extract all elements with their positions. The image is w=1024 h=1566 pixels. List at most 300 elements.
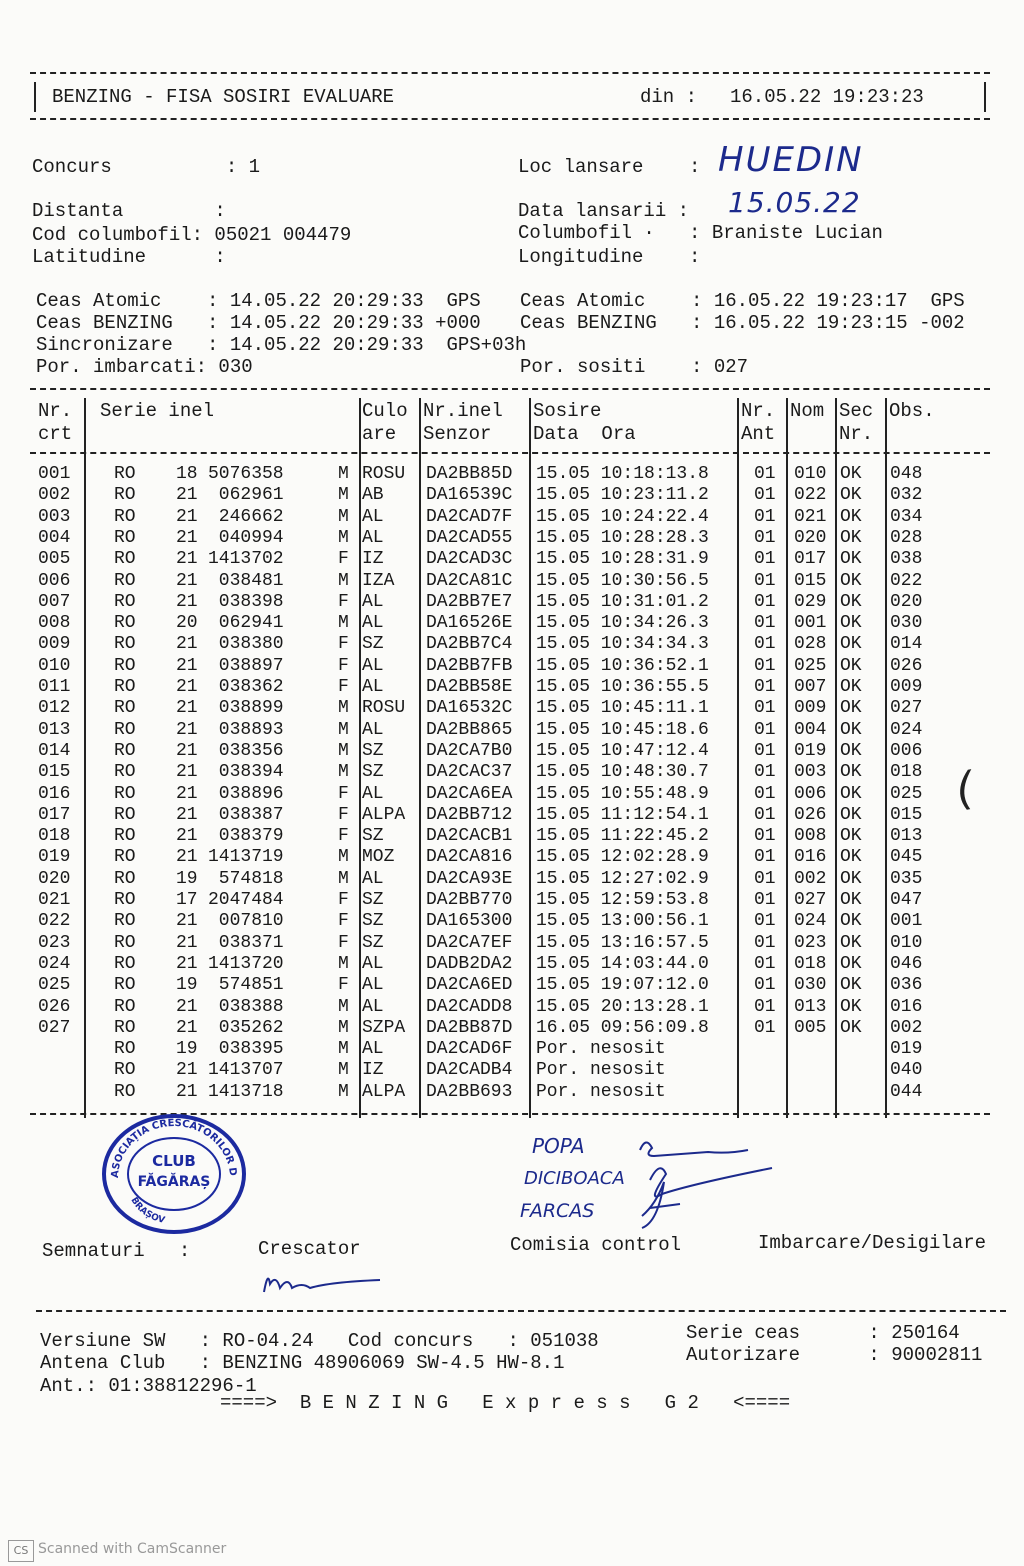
row-ring: 062941 <box>208 613 284 634</box>
sincronizare-line: Sincronizare : 14.05.22 20:29:33 GPS+03h <box>36 334 527 356</box>
row-year: 19 <box>176 868 198 889</box>
row-ant: 01 <box>754 932 776 953</box>
row-sec: OK <box>840 655 862 676</box>
row-nom: 025 <box>794 655 827 676</box>
row-country: RO <box>114 1017 136 1038</box>
row-color: ALPA <box>362 1081 406 1102</box>
data-lansarii-line: Data lansarii : <box>518 200 690 222</box>
row-nr: 020 <box>38 868 71 889</box>
row-ant: 01 <box>754 719 776 740</box>
table-row <box>38 656 998 677</box>
row-arrival: 15.05 10:34:34.3 <box>536 634 709 655</box>
row-nr: 002 <box>38 485 71 506</box>
hdr-culo: Culo <box>362 400 408 422</box>
loc-lansare-line: Loc lansare : <box>518 156 701 178</box>
row-obs: 018 <box>890 762 923 783</box>
row-sex: F <box>338 890 349 910</box>
row-nom: 030 <box>794 975 827 996</box>
row-ant: 01 <box>754 996 776 1017</box>
row-ring: 246662 <box>208 506 284 527</box>
row-sex: M <box>338 996 349 1017</box>
row-ant: 01 <box>754 890 776 910</box>
row-color: IZ <box>362 1060 384 1081</box>
row-nom: 016 <box>794 847 827 868</box>
table-row <box>38 1018 998 1039</box>
row-arrival: Por. nesosit <box>536 1081 666 1102</box>
hdr-nom: Nom <box>790 400 825 422</box>
row-country: RO <box>114 485 136 506</box>
row-sex: F <box>338 634 349 655</box>
table-row <box>38 464 998 485</box>
row-arrival: 15.05 11:12:54.1 <box>536 804 709 825</box>
row-sensor: DA2BB7FB <box>426 655 513 676</box>
semnaturi-label: Semnaturi : <box>42 1240 191 1262</box>
row-year: 21 <box>176 698 198 719</box>
row-obs: 019 <box>890 1039 923 1060</box>
por-imbarcati-line: Por. imbarcati: 030 <box>36 356 253 378</box>
row-obs: 009 <box>890 677 923 697</box>
row-sensor: DA2BB712 <box>426 804 513 825</box>
row-ring: 038362 <box>208 677 284 697</box>
row-nr: 008 <box>38 613 71 634</box>
row-ring: 1413707 <box>208 1060 284 1081</box>
row-year: 21 <box>176 932 198 953</box>
row-ring: 1413720 <box>208 953 284 974</box>
row-nom: 007 <box>794 677 827 697</box>
row-sensor: DA2CA93E <box>426 868 513 889</box>
stamp-fagaras: FĂGĂRAȘ <box>137 1174 211 1190</box>
row-ring: 038379 <box>208 826 284 847</box>
row-ant: 01 <box>754 953 776 974</box>
comisia-label: Comisia control <box>510 1234 682 1256</box>
stamp-club: CLUB <box>152 1152 196 1170</box>
handwritten-data-lansarii: 15.05.22 <box>728 186 861 219</box>
row-country: RO <box>114 655 136 676</box>
concurs-line: Concurs : 1 <box>32 156 261 178</box>
row-obs: 015 <box>890 804 923 825</box>
row-ring: 038481 <box>208 570 284 591</box>
benzing-express-banner: ====> B E N Z I N G E x p r e s s G 2 <==== <box>220 1392 791 1414</box>
row-ant: 01 <box>754 527 776 548</box>
row-ring: 007810 <box>208 911 284 932</box>
row-year: 21 <box>176 826 198 847</box>
row-ant: 01 <box>754 464 776 484</box>
row-sex: M <box>338 847 349 868</box>
row-country: RO <box>114 804 136 825</box>
row-sensor: DA2CAD3C <box>426 549 513 570</box>
row-color: ALPA <box>362 804 406 825</box>
row-sensor: DA2CACB1 <box>426 826 513 847</box>
stamp-brasov: BRAȘOV <box>128 1195 166 1226</box>
row-sec: OK <box>840 953 862 974</box>
row-year: 21 <box>176 655 198 676</box>
row-ring: 062961 <box>208 485 284 506</box>
row-ant: 01 <box>754 911 776 932</box>
row-year: 21 <box>176 847 198 868</box>
camscanner-logo: CS <box>8 1540 34 1562</box>
row-country: RO <box>114 591 136 612</box>
row-sec: OK <box>840 1017 862 1038</box>
row-color: SZ <box>362 890 384 910</box>
table-row <box>38 528 998 549</box>
row-arrival: 15.05 10:48:30.7 <box>536 762 709 783</box>
row-sensor: DA2CA7B0 <box>426 740 513 761</box>
table-header-border <box>30 452 990 454</box>
row-ant: 01 <box>754 847 776 868</box>
row-ant: 01 <box>754 975 776 996</box>
table-top-border <box>30 388 990 390</box>
row-ring: 1413718 <box>208 1081 284 1102</box>
row-ring: 1413719 <box>208 847 284 868</box>
table-row <box>38 741 998 762</box>
hw-name-farcas: FARCAS <box>520 1200 595 1222</box>
row-country: RO <box>114 868 136 889</box>
row-sec: OK <box>840 527 862 548</box>
row-nom: 015 <box>794 570 827 591</box>
row-color: SZ <box>362 762 384 783</box>
row-nr: 011 <box>38 677 71 697</box>
row-color: SZ <box>362 911 384 932</box>
row-ant: 01 <box>754 762 776 783</box>
table-row <box>38 613 998 634</box>
row-year: 21 <box>176 634 198 655</box>
row-ring: 1413702 <box>208 549 284 570</box>
row-sec: OK <box>840 890 862 910</box>
row-country: RO <box>114 1039 136 1060</box>
row-country: RO <box>114 677 136 697</box>
row-obs: 002 <box>890 1017 923 1038</box>
row-nom: 008 <box>794 826 827 847</box>
row-nr: 003 <box>38 506 71 527</box>
stamp-ring-text: ASOCIAȚIA CRESCĂTORILOR D <box>109 1117 239 1179</box>
hw-name-diciboaca: DICIBOACA <box>524 1168 625 1189</box>
row-sex: M <box>338 527 349 548</box>
row-obs: 038 <box>890 549 923 570</box>
table-row <box>38 911 998 932</box>
row-country: RO <box>114 890 136 910</box>
row-sex: F <box>338 591 349 612</box>
row-sec: OK <box>840 549 862 570</box>
row-year: 20 <box>176 613 198 634</box>
row-color: ROSU <box>362 464 406 484</box>
row-sensor: DA2CA816 <box>426 847 513 868</box>
row-sex: M <box>338 464 349 484</box>
columbofil-line: Columbofil · : Braniste Lucian <box>518 222 883 244</box>
row-sensor: DA2BB7E7 <box>426 591 513 612</box>
row-nr: 016 <box>38 783 71 804</box>
row-arrival: 15.05 10:36:52.1 <box>536 655 709 676</box>
row-arrival: 15.05 12:02:28.9 <box>536 847 709 868</box>
row-obs: 040 <box>890 1060 923 1081</box>
row-ring: 038388 <box>208 996 284 1017</box>
row-ant: 01 <box>754 740 776 761</box>
row-arrival: 15.05 12:27:02.9 <box>536 868 709 889</box>
row-color: AL <box>362 527 384 548</box>
header-top-border <box>30 72 990 74</box>
row-sensor: DA2CAD55 <box>426 527 513 548</box>
row-sec: OK <box>840 698 862 719</box>
header-bottom-border <box>30 118 990 120</box>
row-ring: 038395 <box>208 1039 284 1060</box>
hdr-sec-nr: Nr. <box>839 423 874 445</box>
row-sex: M <box>338 570 349 591</box>
row-country: RO <box>114 698 136 719</box>
row-sex: M <box>338 698 349 719</box>
row-ring: 038380 <box>208 634 284 655</box>
row-sex: M <box>338 740 349 761</box>
table-row <box>38 698 998 719</box>
row-obs: 034 <box>890 506 923 527</box>
row-year: 21 <box>176 783 198 804</box>
row-obs: 032 <box>890 485 923 506</box>
row-nr: 004 <box>38 527 71 548</box>
row-color: IZA <box>362 570 395 591</box>
row-sensor: DA2BB87D <box>426 1017 513 1038</box>
row-sensor: DA2CA6EA <box>426 783 513 804</box>
row-color: SZ <box>362 740 384 761</box>
longitudine-line: Longitudine : <box>518 246 701 268</box>
row-sec: OK <box>840 762 862 783</box>
row-nr: 025 <box>38 975 71 996</box>
table-row <box>38 571 998 592</box>
row-sensor: DA2CADB4 <box>426 1060 513 1081</box>
row-color: AL <box>362 953 384 974</box>
handwritten-loc-lansare: HUEDIN <box>718 140 864 180</box>
row-sec: OK <box>840 677 862 697</box>
row-ring: 038371 <box>208 932 284 953</box>
row-nom: 029 <box>794 591 827 612</box>
row-color: AL <box>362 506 384 527</box>
header-left-border <box>34 82 36 112</box>
row-country: RO <box>114 762 136 783</box>
row-arrival: 15.05 10:55:48.9 <box>536 783 709 804</box>
din-label: din : <box>640 86 698 108</box>
row-ring: 574818 <box>208 868 284 889</box>
row-nr: 001 <box>38 464 71 484</box>
row-country: RO <box>114 1081 136 1102</box>
row-ant: 01 <box>754 591 776 612</box>
table-row <box>38 549 998 570</box>
table-row <box>38 784 998 805</box>
row-nom: 009 <box>794 698 827 719</box>
row-ring: 574851 <box>208 975 284 996</box>
row-obs: 026 <box>890 655 923 676</box>
row-arrival: 15.05 10:36:55.5 <box>536 677 709 697</box>
row-country: RO <box>114 996 136 1017</box>
row-color: SZPA <box>362 1017 406 1038</box>
row-sensor: DADB2DA2 <box>426 953 513 974</box>
row-nom: 005 <box>794 1017 827 1038</box>
row-arrival: 15.05 12:59:53.8 <box>536 890 709 910</box>
table-row <box>38 1082 998 1103</box>
distanta-line: Distanta : <box>32 200 226 222</box>
row-nr: 005 <box>38 549 71 570</box>
row-ant: 01 <box>754 868 776 889</box>
row-country: RO <box>114 613 136 634</box>
row-nom: 026 <box>794 804 827 825</box>
row-nr: 023 <box>38 932 71 953</box>
row-country: RO <box>114 783 136 804</box>
row-country: RO <box>114 549 136 570</box>
row-color: AL <box>362 591 384 612</box>
row-sex: M <box>338 762 349 783</box>
row-ant: 01 <box>754 677 776 697</box>
row-sensor: DA2CA6ED <box>426 975 513 996</box>
imbarcare-label: Imbarcare/Desigilare <box>758 1232 987 1254</box>
row-country: RO <box>114 1060 136 1081</box>
hdr-obs: Obs. <box>889 400 935 422</box>
row-year: 19 <box>176 975 198 996</box>
row-sex: F <box>338 975 349 996</box>
row-sensor: DA2CA81C <box>426 570 513 591</box>
table-row <box>38 975 998 996</box>
row-sec: OK <box>840 591 862 612</box>
row-country: RO <box>114 634 136 655</box>
row-country: RO <box>114 740 136 761</box>
row-ant: 01 <box>754 783 776 804</box>
row-sec: OK <box>840 570 862 591</box>
row-arrival: 15.05 10:28:31.9 <box>536 549 709 570</box>
row-nom: 013 <box>794 996 827 1017</box>
row-country: RO <box>114 911 136 932</box>
row-ant: 01 <box>754 613 776 634</box>
camscanner-text: Scanned with CamScanner <box>38 1541 227 1557</box>
antena-club-line: Antena Club : BENZING 48906069 SW-4.5 HW-8.1 <box>40 1352 565 1374</box>
row-arrival: 15.05 20:13:28.1 <box>536 996 709 1017</box>
row-year: 21 <box>176 911 198 932</box>
row-nom: 004 <box>794 719 827 740</box>
table-row <box>38 933 998 954</box>
row-sec: OK <box>840 613 862 634</box>
row-arrival: 15.05 10:30:56.5 <box>536 570 709 591</box>
ceas-benzing-right: Ceas BENZING : 16.05.22 19:23:15 -002 <box>520 312 965 334</box>
row-sec: OK <box>840 911 862 932</box>
row-ant: 01 <box>754 485 776 506</box>
row-nr: 024 <box>38 953 71 974</box>
row-nom: 028 <box>794 634 827 655</box>
row-ant: 01 <box>754 698 776 719</box>
hdr-sosire: Sosire <box>533 400 602 422</box>
row-obs: 036 <box>890 975 923 996</box>
row-sensor: DA2CAD6F <box>426 1039 513 1060</box>
row-obs: 006 <box>890 740 923 761</box>
row-nr: 021 <box>38 890 71 910</box>
row-year: 21 <box>176 506 198 527</box>
row-nr: 012 <box>38 698 71 719</box>
row-sex: M <box>338 485 349 506</box>
table-row <box>38 677 998 698</box>
row-obs: 016 <box>890 996 923 1017</box>
row-color: AB <box>362 485 384 506</box>
row-color: SZ <box>362 826 384 847</box>
row-color: IZ <box>362 549 384 570</box>
din-timestamp: 16.05.22 19:23:23 <box>730 86 924 108</box>
row-country: RO <box>114 847 136 868</box>
row-sensor: DA16539C <box>426 485 513 506</box>
footer-border <box>36 1310 1006 1312</box>
row-year: 21 <box>176 591 198 612</box>
margin-mark: ( <box>951 762 978 817</box>
table-row <box>38 485 998 506</box>
row-sec: OK <box>840 996 862 1017</box>
row-obs: 045 <box>890 847 923 868</box>
row-sensor: DA16526E <box>426 613 513 634</box>
row-sec: OK <box>840 932 862 953</box>
row-nom: 006 <box>794 783 827 804</box>
hdr-serie-inel: Serie inel <box>100 400 215 422</box>
row-arrival: 15.05 10:45:18.6 <box>536 719 709 740</box>
row-sex: M <box>338 953 349 974</box>
versiune-sw-line: Versiune SW : RO-04.24 Cod concurs : 051038 <box>40 1330 599 1352</box>
row-year: 21 <box>176 570 198 591</box>
table-row <box>38 1039 998 1060</box>
row-arrival: 15.05 10:47:12.4 <box>536 740 709 761</box>
row-sensor: DA2CA7EF <box>426 932 513 953</box>
row-color: AL <box>362 783 384 804</box>
table-row <box>38 592 998 613</box>
row-arrival: 15.05 13:00:56.1 <box>536 911 709 932</box>
row-ring: 040994 <box>208 527 284 548</box>
row-sec: OK <box>840 506 862 527</box>
row-color: AL <box>362 655 384 676</box>
row-nom: 010 <box>794 464 827 484</box>
hdr-nr-ant: Nr. <box>741 400 776 422</box>
row-nr: 019 <box>38 847 71 868</box>
row-country: RO <box>114 506 136 527</box>
row-arrival: 15.05 10:18:13.8 <box>536 464 709 484</box>
row-ring: 038893 <box>208 719 284 740</box>
row-ring: 038897 <box>208 655 284 676</box>
row-ant: 01 <box>754 506 776 527</box>
row-sex: M <box>338 1017 349 1038</box>
row-nr: 013 <box>38 719 71 740</box>
row-nom: 002 <box>794 868 827 889</box>
row-obs: 022 <box>890 570 923 591</box>
row-year: 21 <box>176 677 198 697</box>
row-obs: 001 <box>890 911 923 932</box>
row-nom: 023 <box>794 932 827 953</box>
row-sex: F <box>338 932 349 953</box>
row-ring: 035262 <box>208 1017 284 1038</box>
row-nr: 026 <box>38 996 71 1017</box>
row-sex: F <box>338 655 349 676</box>
row-ant: 01 <box>754 634 776 655</box>
row-nr: 027 <box>38 1017 71 1038</box>
row-nom: 027 <box>794 890 827 910</box>
row-ring: 5076358 <box>208 464 284 484</box>
row-arrival: 15.05 14:03:44.0 <box>536 953 709 974</box>
row-arrival: 15.05 10:23:11.2 <box>536 485 709 506</box>
row-nr: 022 <box>38 911 71 932</box>
club-stamp <box>98 1108 250 1236</box>
hdr-senzor: Senzor <box>423 423 492 445</box>
row-obs: 013 <box>890 826 923 847</box>
row-arrival: Por. nesosit <box>536 1060 666 1081</box>
latitudine-line: Latitudine : <box>32 246 226 268</box>
row-sex: M <box>338 613 349 634</box>
row-sec: OK <box>840 634 862 655</box>
row-color: AL <box>362 613 384 634</box>
row-arrival: 15.05 10:28:28.3 <box>536 527 709 548</box>
ceas-atomic-left: Ceas Atomic : 14.05.22 20:29:33 GPS <box>36 290 481 312</box>
row-nom: 019 <box>794 740 827 761</box>
cod-columbofil-line: Cod columbofil: 05021 004479 <box>32 224 352 246</box>
table-row <box>38 869 998 890</box>
table-row <box>38 890 998 911</box>
ant-line: Ant.: 01:38812296-1 <box>40 1375 257 1397</box>
autorizare-line: Autorizare : 90002811 <box>686 1344 983 1366</box>
row-country: RO <box>114 464 136 484</box>
